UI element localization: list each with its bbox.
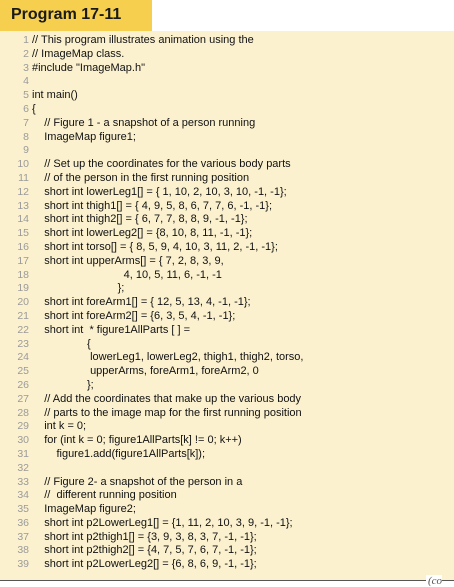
- code-line: [0, 200, 454, 214]
- line-code: ImageMap figure2;: [32, 503, 136, 516]
- line-number: 36: [17, 516, 29, 529]
- code-line: [0, 324, 454, 338]
- code-line: [0, 338, 454, 352]
- line-number: 18: [17, 268, 29, 281]
- line-code: };: [32, 282, 125, 295]
- line-number: 9: [23, 144, 29, 157]
- code-line: [0, 462, 454, 476]
- line-code: // different running position: [32, 489, 177, 502]
- code-line: [0, 503, 454, 517]
- line-number: 33: [17, 475, 29, 488]
- line-number: 29: [17, 420, 29, 433]
- code-line: [0, 296, 454, 310]
- line-code: short int * figure1AllParts [ ] =: [32, 323, 191, 336]
- line-number: 23: [17, 337, 29, 350]
- line-code: short int p2LowerLeg1[] = {1, 11, 2, 10, 3, 9, -1, -1};: [32, 516, 293, 529]
- line-code: short int foreArm2[] = {6, 3, 5, 4, -1, -1};: [32, 309, 236, 322]
- code-line: [0, 255, 454, 269]
- line-code: for (int k = 0; figure1AllParts[k] != 0; k++): [32, 434, 242, 447]
- line-number: 30: [17, 434, 29, 447]
- line-code: };: [32, 378, 94, 391]
- code-line: [0, 517, 454, 531]
- code-line: [0, 117, 454, 131]
- code-line: [0, 227, 454, 241]
- line-number: 3: [23, 61, 29, 74]
- code-line: [0, 531, 454, 545]
- line-number: 2: [23, 47, 29, 60]
- line-number: 6: [23, 102, 29, 115]
- line-number: 14: [17, 213, 29, 226]
- line-code: 4, 10, 5, 11, 6, -1, -1: [32, 268, 222, 281]
- code-line: [0, 420, 454, 434]
- code-line: [0, 544, 454, 558]
- line-code: upperArms, foreArm1, foreArm2, 0: [32, 365, 259, 378]
- code-line: [0, 131, 454, 145]
- line-code: short int torso[] = { 8, 5, 9, 4, 10, 3, 11, 2, -1, -1};: [32, 240, 278, 253]
- line-number: 37: [17, 530, 29, 543]
- line-code: // Figure 1 - a snapshot of a person running: [32, 116, 256, 129]
- code-line: [0, 62, 454, 76]
- code-line: [0, 558, 454, 572]
- page-divider: [0, 580, 454, 581]
- line-number: 32: [17, 461, 29, 474]
- program-title: Program 17-11: [11, 6, 122, 23]
- code-line: [0, 379, 454, 393]
- code-lines: [0, 34, 454, 572]
- line-code: short int p2thigh1[] = {3, 9, 3, 8, 3, 7, -1, -1};: [32, 530, 257, 543]
- line-code: figure1.add(figure1AllParts[k]);: [32, 447, 206, 460]
- line-number: 31: [17, 447, 29, 460]
- code-line: [0, 310, 454, 324]
- line-number: 38: [17, 544, 29, 557]
- line-code: short int p2thigh2[] = {4, 7, 5, 7, 6, 7, -1, -1};: [32, 544, 257, 557]
- line-code: short int upperArms[] = { 7, 2, 8, 3, 9,: [32, 254, 224, 267]
- code-line: [0, 103, 454, 117]
- program-title-banner: [0, 0, 152, 32]
- code-line: [0, 393, 454, 407]
- line-number: 4: [23, 75, 29, 88]
- line-code: #include "ImageMap.h": [32, 61, 145, 74]
- line-number: 10: [17, 158, 29, 171]
- line-code: // parts to the image map for the first running position: [32, 406, 302, 419]
- code-listing: [0, 31, 454, 580]
- line-code: // Set up the coordinates for the various body parts: [32, 158, 291, 171]
- line-code: ImageMap figure1;: [32, 130, 136, 143]
- code-line: [0, 48, 454, 62]
- code-line: [0, 476, 454, 490]
- line-code: // of the person in the first running position: [32, 171, 250, 184]
- line-number: 12: [17, 185, 29, 198]
- code-line: [0, 241, 454, 255]
- code-line: [0, 434, 454, 448]
- line-code: short int foreArm1[] = { 12, 5, 13, 4, -1, -1};: [32, 296, 251, 309]
- line-code: lowerLeg1, lowerLeg2, thigh1, thigh2, torso,: [32, 351, 304, 364]
- code-line: [0, 365, 454, 379]
- line-code: {: [32, 337, 91, 350]
- code-line: [0, 75, 454, 89]
- code-line: [0, 158, 454, 172]
- line-number: 35: [17, 503, 29, 516]
- code-line: [0, 213, 454, 227]
- line-number: 26: [17, 378, 29, 391]
- line-code: // Figure 2- a snapshot of the person in a: [32, 475, 243, 488]
- line-number: 15: [17, 227, 29, 240]
- line-number: 39: [17, 558, 29, 571]
- line-number: 13: [17, 199, 29, 212]
- line-code: // This program illustrates animation using the: [32, 34, 254, 46]
- line-code: short int p2LowerLeg2[] = {6, 8, 6, 9, -1, -1};: [32, 558, 257, 571]
- line-number: 1: [23, 34, 29, 46]
- line-number: 11: [18, 171, 29, 184]
- line-number: 28: [17, 406, 29, 419]
- line-number: 21: [17, 309, 29, 322]
- code-line: [0, 448, 454, 462]
- line-number: 22: [17, 323, 29, 336]
- line-code: short int lowerLeg1[] = { 1, 10, 2, 10, 3, 10, -1, -1};: [32, 185, 287, 198]
- line-code: short int thigh1[] = { 4, 9, 5, 8, 6, 7, 7, 6, -1, -1};: [32, 199, 273, 212]
- line-code: // Add the coordinates that make up the various body: [32, 392, 302, 405]
- line-number: 27: [17, 392, 29, 405]
- line-number: 8: [23, 130, 29, 143]
- code-line: [0, 89, 454, 103]
- continued-label: (co: [428, 575, 443, 587]
- code-line: [0, 351, 454, 365]
- line-code: short int lowerLeg2[] = {8, 10, 8, 11, -1, -1};: [32, 227, 253, 240]
- line-code: int main(): [32, 89, 78, 102]
- code-line: [0, 269, 454, 283]
- code-line: [0, 186, 454, 200]
- line-number: 17: [17, 254, 29, 267]
- line-number: 25: [17, 365, 29, 378]
- code-line: [0, 407, 454, 421]
- line-number: 34: [17, 489, 29, 502]
- line-number: 20: [17, 296, 29, 309]
- line-code: // ImageMap class.: [32, 47, 125, 60]
- line-number: 19: [17, 282, 29, 295]
- line-code: short int thigh2[] = { 6, 7, 7, 8, 8, 9, -1, -1};: [32, 213, 248, 226]
- code-line: [0, 282, 454, 296]
- code-line: [0, 489, 454, 503]
- code-line: [0, 144, 454, 158]
- code-line: [0, 172, 454, 186]
- line-code: int k = 0;: [32, 420, 87, 433]
- line-number: 16: [17, 240, 29, 253]
- line-number: 5: [23, 89, 29, 102]
- line-code: {: [32, 102, 36, 115]
- line-number: 7: [23, 116, 29, 129]
- line-number: 24: [17, 351, 29, 364]
- code-line: [0, 34, 454, 48]
